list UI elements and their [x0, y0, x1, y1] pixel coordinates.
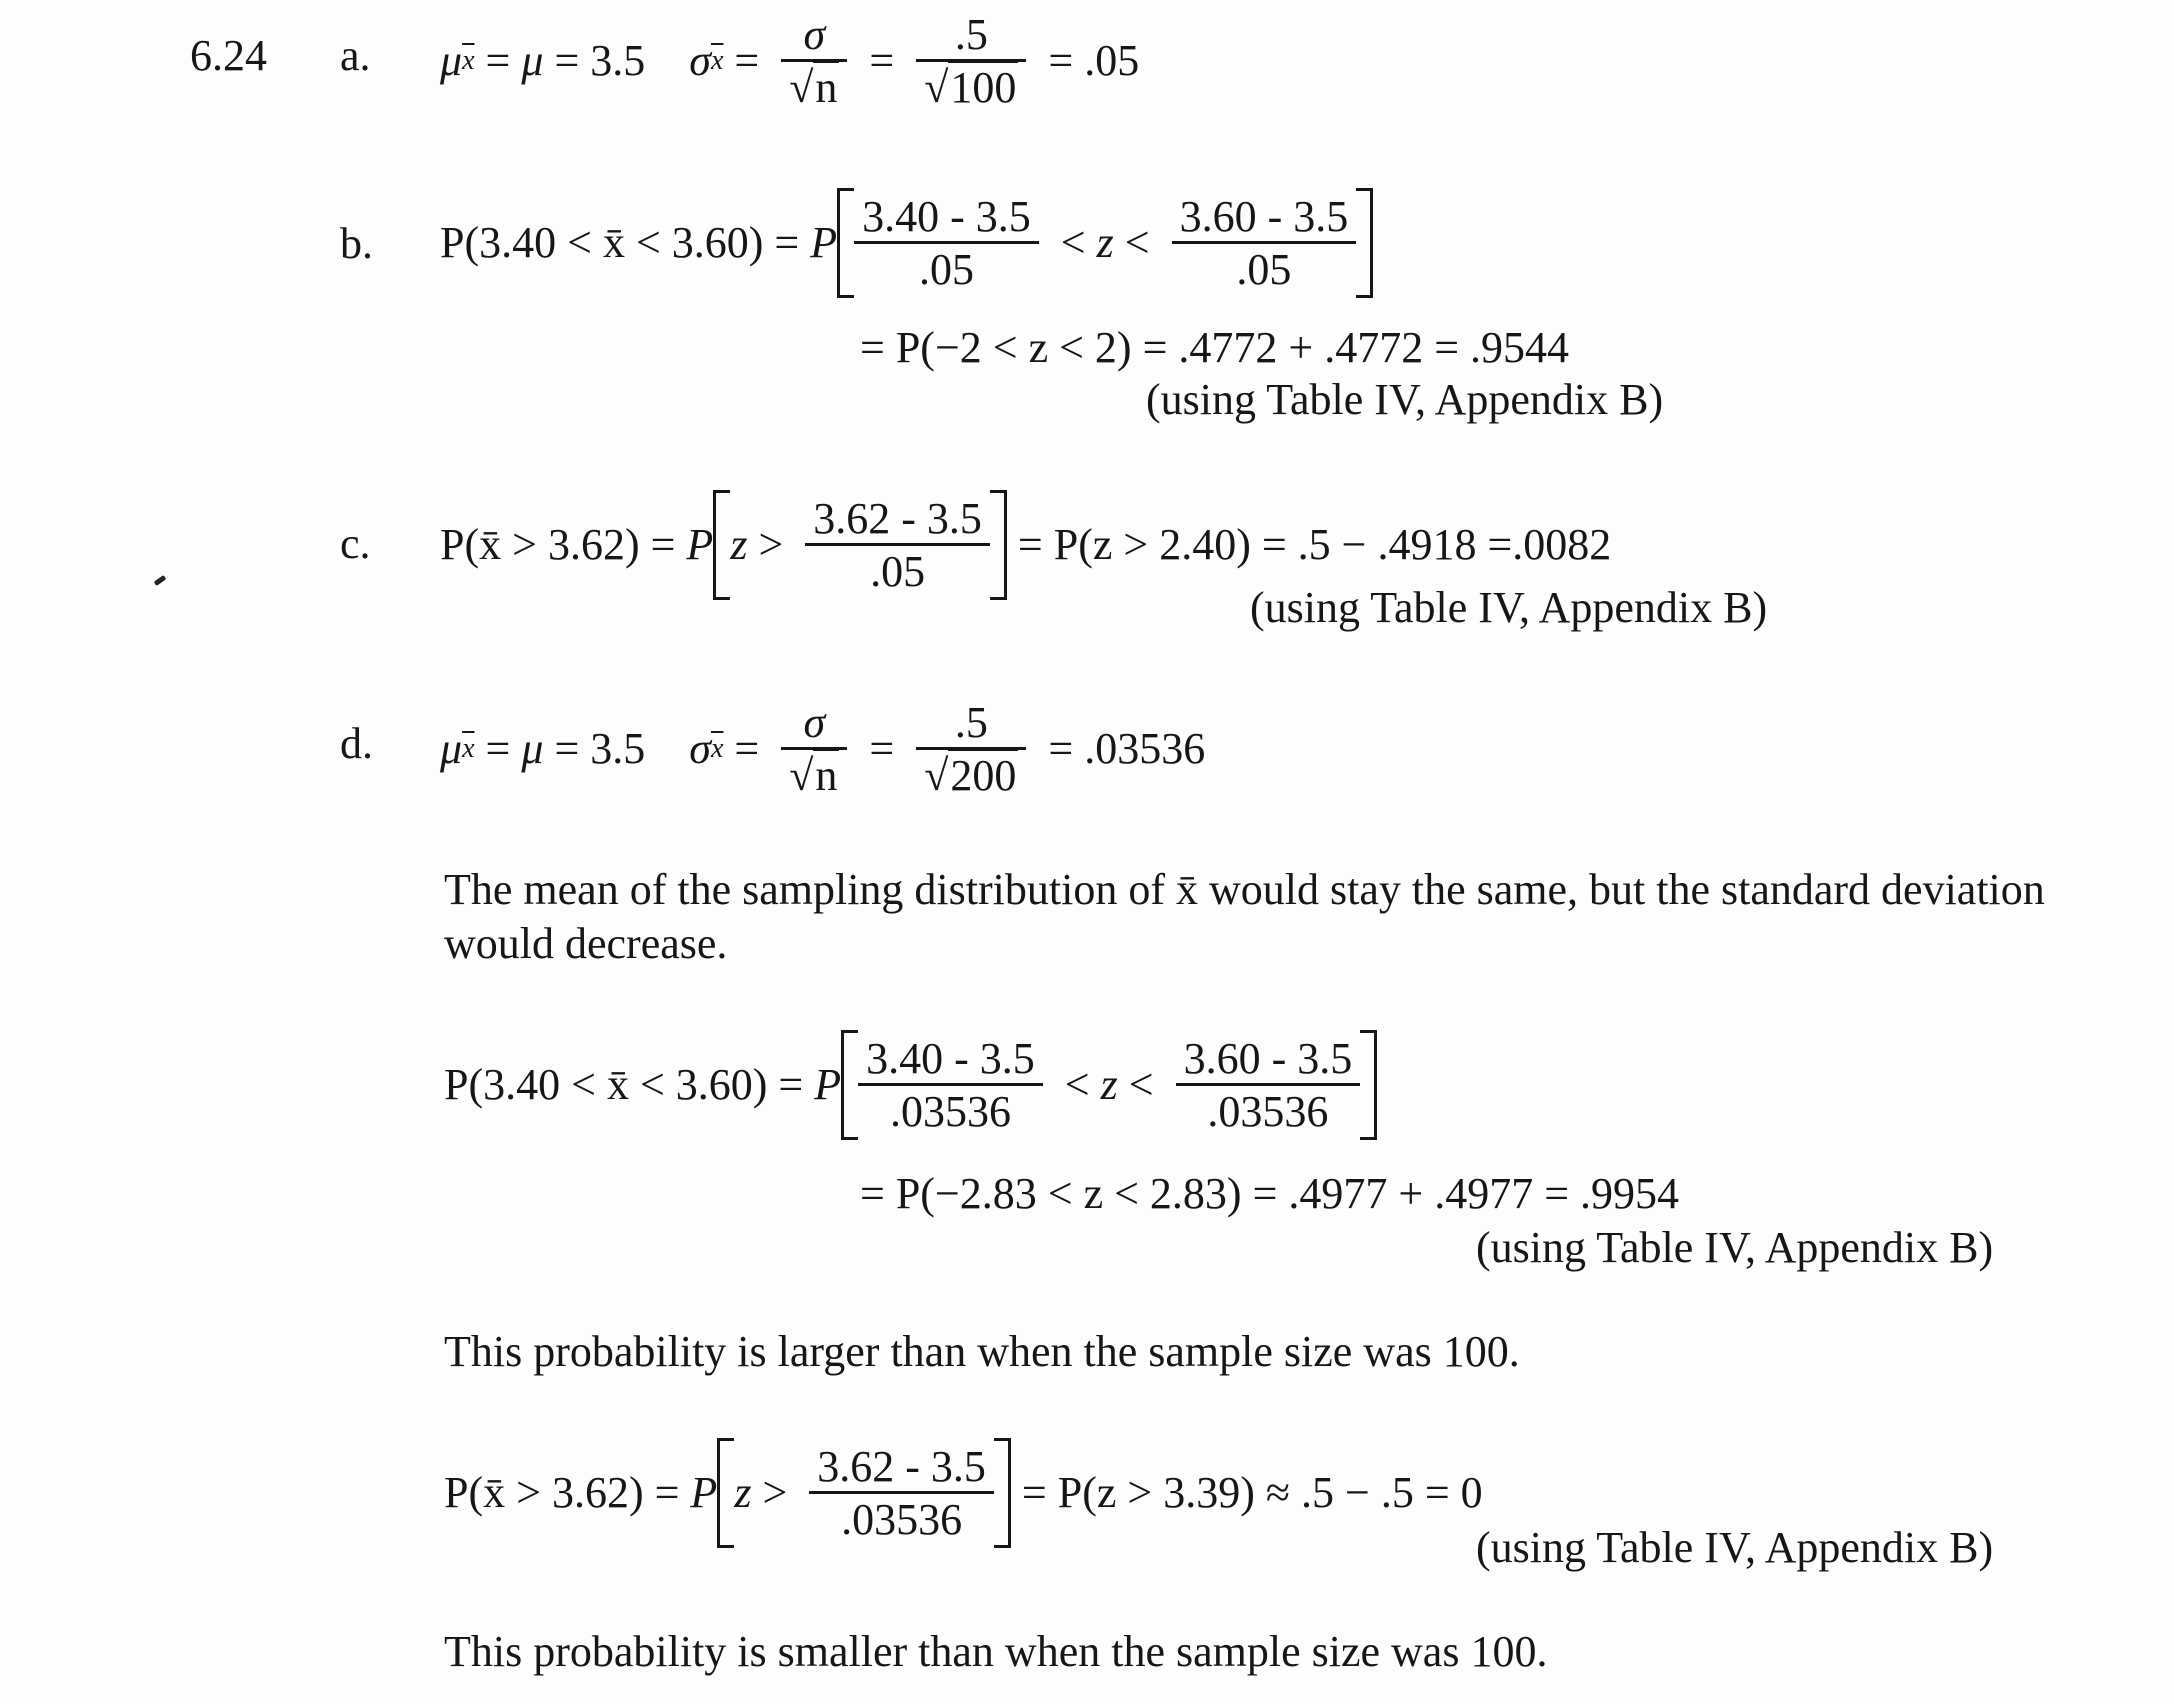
part-d-result: .03536 [1084, 724, 1206, 773]
part-d-prob2-note: (using Table IV, Appendix B) [1476, 1523, 1994, 1572]
problem-number: 6.24 [190, 31, 267, 80]
part-a-sigma-fraction: $\frac{\sigma}{√n}$ [781, 13, 847, 110]
part-d-equation: μ $\overline{x}$ = μ = 3.5 σ $\overline{x}$ = $\frac{\sigma}{√n}$ = $\frac{.5}{√200}$ = .03536 [440, 697, 1206, 800]
part-d-label: d. [340, 719, 373, 768]
part-d-prob1-equation: P(3.40 < x̄ < 3.60) = P $\frac{3.40 - 3.5}{.03536}$ < z < $\frac{3.60 - 3.5}{.03536}$ [444, 1030, 1377, 1140]
part-a-label: a. [340, 31, 371, 80]
part-a-result: .05 [1084, 36, 1140, 85]
part-a-equation: μ $\overline{x}$ = μ = 3.5 σ $\overline{x}$ = $\frac{\sigma}{√n}$ = $\frac{.5}{√100}$ = .05 [440, 9, 1140, 112]
part-c-lhs: P(x̄ > 3.62) [440, 520, 640, 569]
part-a-mu: 3.5 [590, 36, 646, 85]
part-d-prob1-note: (using Table IV, Appendix B) [1476, 1223, 1994, 1272]
part-b-lhs: P(3.40 < x̄ < 3.60) [440, 218, 764, 267]
part-c-equation: P(x̄ > 3.62) = P z > $\frac{3.62 - 3.5}{.05}$ = P(z > 2.40) = .5 − .4918 =.0082 [440, 490, 1611, 600]
part-c-rhs: = P(z > 2.40) = .5 − .4918 =.0082 [1017, 520, 1612, 569]
part-b-note: (using Table IV, Appendix B) [1146, 375, 1664, 424]
part-d-text1-line1: The mean of the sampling distribution of x̄ would stay the same, but the standard deviation [444, 865, 2045, 914]
part-c-label: c. [340, 519, 371, 568]
part-d-text2: This probability is larger than when the sample size was 100. [444, 1327, 1520, 1376]
part-a-value-fraction: $\frac{.5}{√100}$ [916, 13, 1026, 110]
part-b-label: b. [340, 219, 373, 268]
part-d-text1-line2: would decrease. [444, 919, 728, 968]
pen-mark [154, 575, 167, 586]
part-d-prob2-equation: P(x̄ > 3.62) = P z > $\frac{3.62 - 3.5}{.03536}$ = P(z > 3.39) ≈ .5 − .5 = 0 [444, 1438, 1483, 1548]
part-b-line2: = P(−2 < z < 2) = .4772 + .4772 = .9544 [860, 323, 1570, 372]
part-d-text3: This probability is smaller than when the sample size was 100. [444, 1627, 1548, 1676]
part-b-equation: P(3.40 < x̄ < 3.60) = P $\frac{3.40 - 3.5}{.05}$ < z < $\frac{3.60 - 3.5}{.05}$ [440, 188, 1373, 298]
part-c-note: (using Table IV, Appendix B) [1250, 583, 1768, 632]
part-d-prob1-line2: = P(−2.83 < z < 2.83) = .4977 + .4977 = .9954 [860, 1169, 1680, 1218]
